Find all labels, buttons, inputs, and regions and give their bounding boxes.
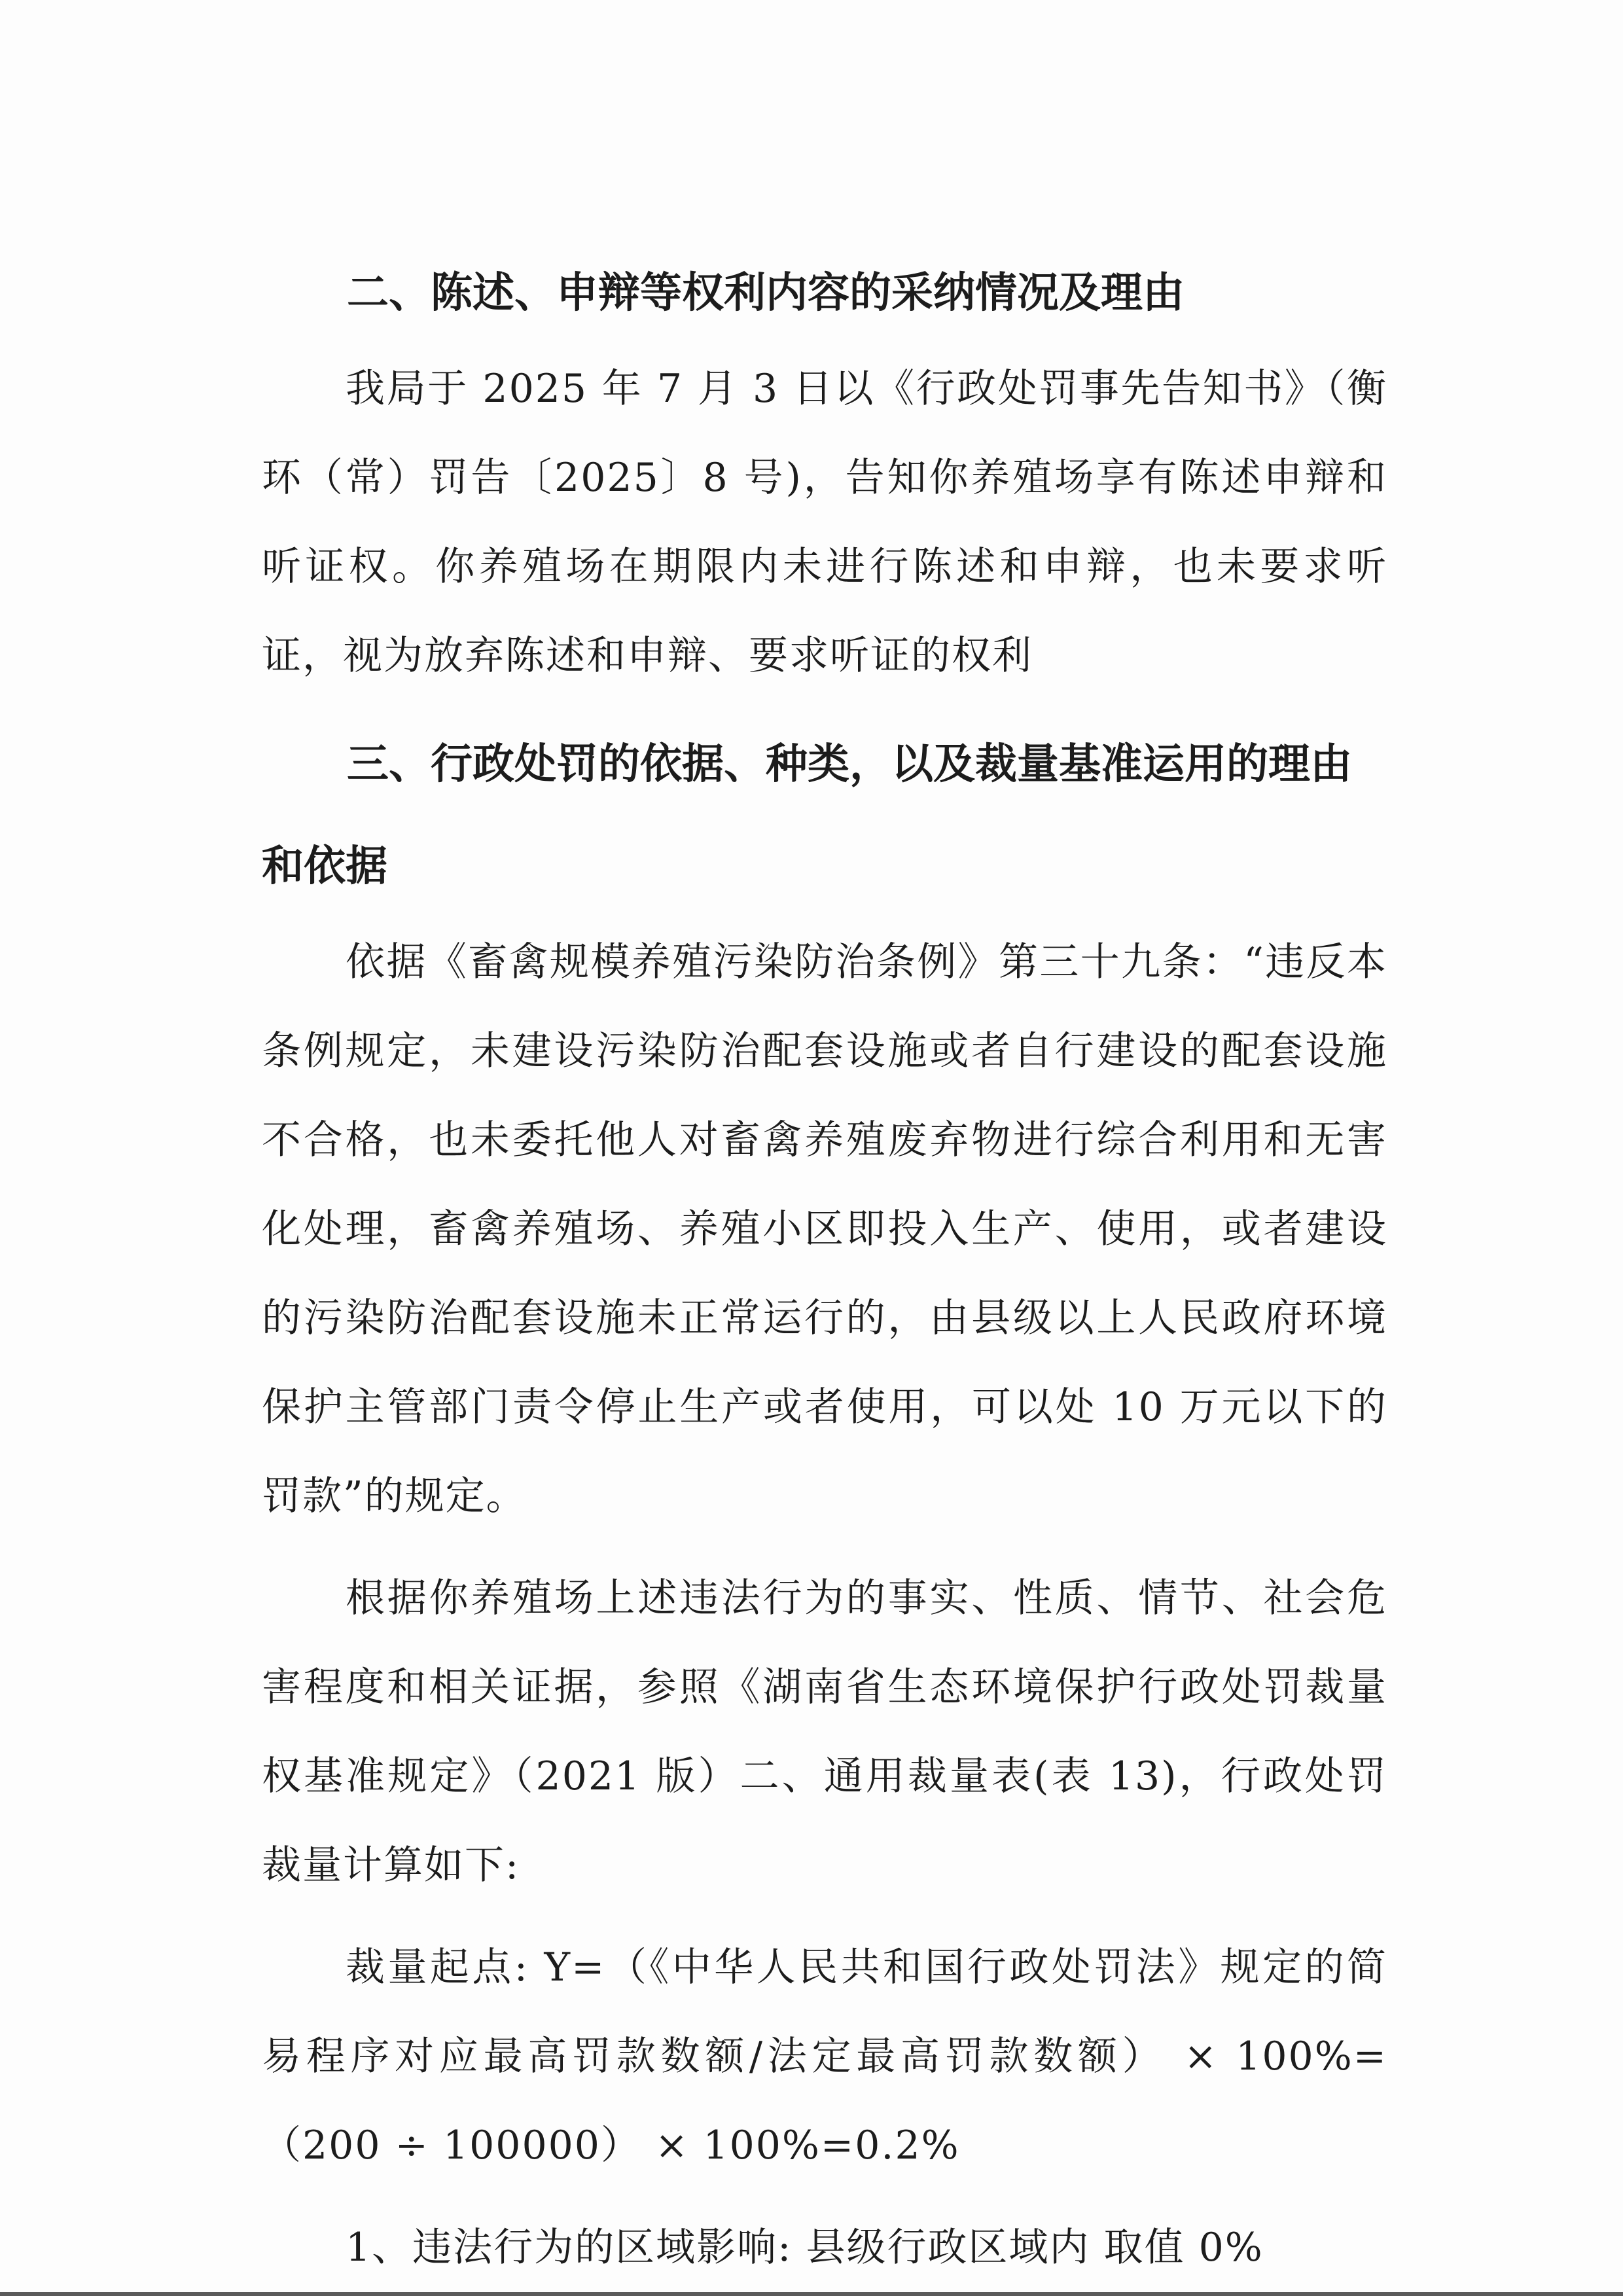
scan-bottom-edge xyxy=(0,2292,1623,2296)
paragraph-gap xyxy=(262,1541,1387,1554)
section-2-heading: 二、陈述、申辩等权利内容的采纳情况及理由 xyxy=(347,269,1185,317)
discretion-basis-paragraph: 根据你养殖场上述违法行为的事实、性质、情节、社会危害程度和相关证据，参照《湖南省生态环境保护行政处罚裁量权基准规定》（2021 版）二、通用裁量表(表 13)，行政处罚裁量计算如下: xyxy=(262,1575,1387,1888)
legal-basis-paragraph: 依据《畜禽规模养殖污染防治条例》第三十九条：“违反本条例规定，未建设污染防治配套设施或者自行建设的配套设施不合格，也未委托他人对畜禽养殖废弃物进行综合利用和无害化处理，畜禽养殖场、养殖小区即投入生产、使用，或者建设的污染防治配套设施未正常运行的，由县级以上人民政府环境保护主管部门责令停止生产或者使用，可以处 10 万元以下的罚款”的规定。 xyxy=(262,939,1387,1519)
paragraph-gap xyxy=(262,2190,1387,2203)
document-body xyxy=(262,242,1387,2292)
section-3-heading: 三、行政处罚的依据、种类，以及裁量基准运用的理由和依据 xyxy=(262,740,1352,891)
discretion-start-formula: 裁量起点: Y=（《中华人民共和国行政处罚法》规定的简易程序对应最高罚款数额/法定最高罚款数额） × 100%=（200 ÷ 100000） × 100%=0.2% xyxy=(262,1945,1387,2168)
section-gap xyxy=(262,700,1387,713)
regional-impact-item: 1、违法行为的区域影响: 县级行政区域内 取值 0% xyxy=(346,2225,1264,2270)
section-2-paragraph: 我局于 2025 年 7 月 3 日以《行政处罚事先告知书》（衡环（常）罚告〔2025〕8 号)，告知你养殖场享有陈述申辩和听证权。你养殖场在期限内未进行陈述和申辩，也未要求听证，视为放弃陈述和申辩、要求听证的权利 xyxy=(262,366,1387,679)
paragraph-gap xyxy=(262,1910,1387,1923)
